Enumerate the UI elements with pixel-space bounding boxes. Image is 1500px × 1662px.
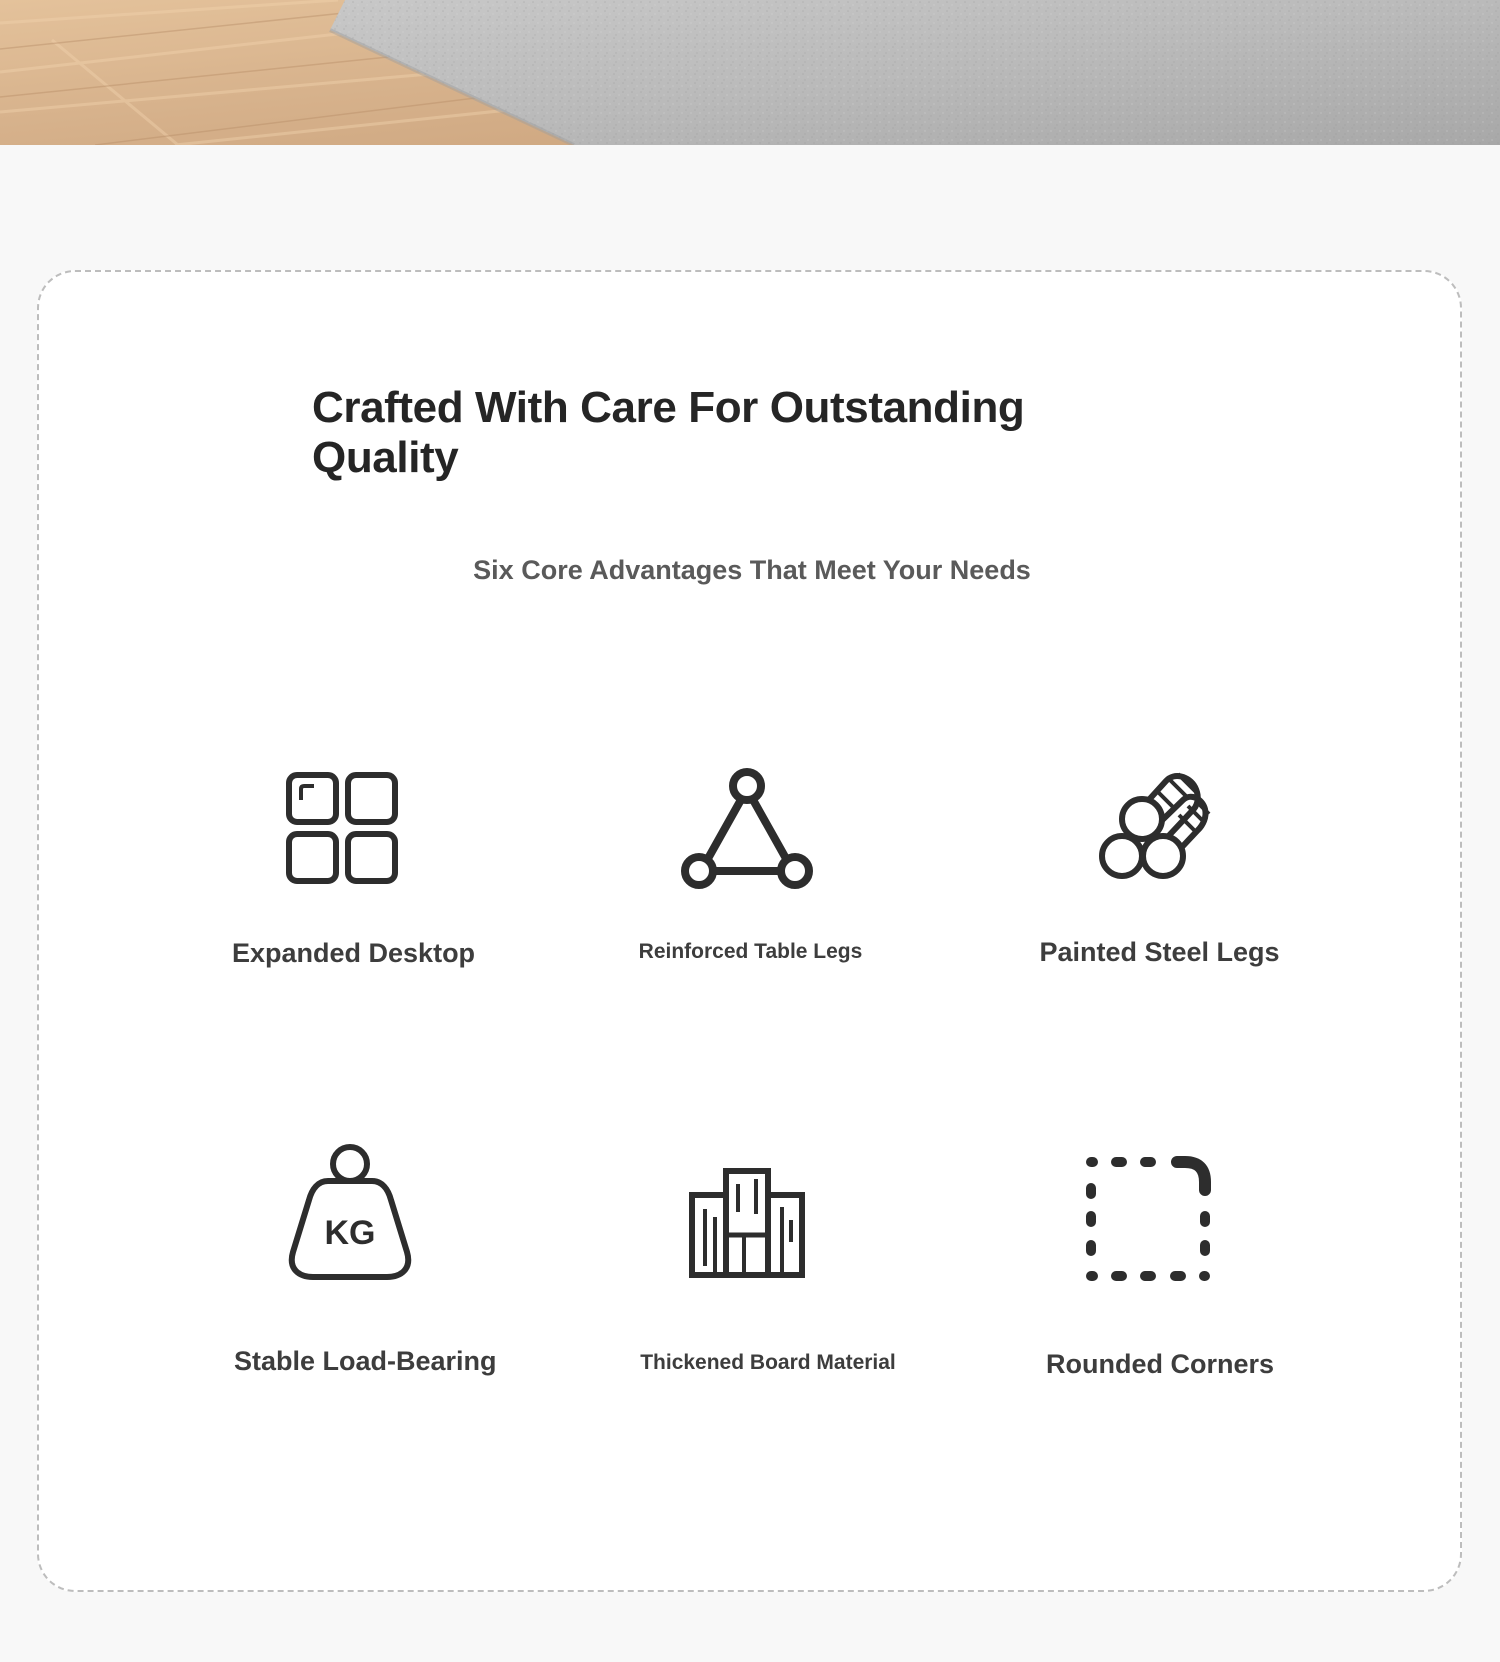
steel-pipes-icon — [1075, 750, 1235, 895]
section-subtitle: Six Core Advantages That Meet Your Needs — [473, 555, 1031, 585]
wood-floor-and-gray-rug-image — [0, 0, 1500, 145]
section-title: Crafted With Care For Outstanding Quality — [312, 383, 1025, 482]
feature-label-rounded-corners: Rounded Corners — [1045, 1349, 1274, 1379]
feature-label-expanded-desktop: Expanded Desktop — [232, 938, 476, 968]
rounded-corner-icon — [1068, 1146, 1228, 1291]
feature-label-painted-steel-legs: Painted Steel Legs — [1039, 937, 1280, 967]
svg-text:KG: KG — [324, 1213, 376, 1252]
grid-squares-icon — [262, 755, 422, 900]
triangle-joints-icon — [667, 755, 827, 900]
hero-product-photo — [0, 0, 1500, 145]
feature-label-stable-load-bearing: Stable Load-Bearing — [234, 1346, 497, 1376]
board-planks-icon — [668, 1150, 828, 1295]
feature-label-thickened-board-material: Thickened Board Material — [640, 1351, 896, 1374]
feature-label-reinforced-table-legs: Reinforced Table Legs — [638, 940, 863, 963]
kg-weight-icon — [270, 1138, 430, 1283]
